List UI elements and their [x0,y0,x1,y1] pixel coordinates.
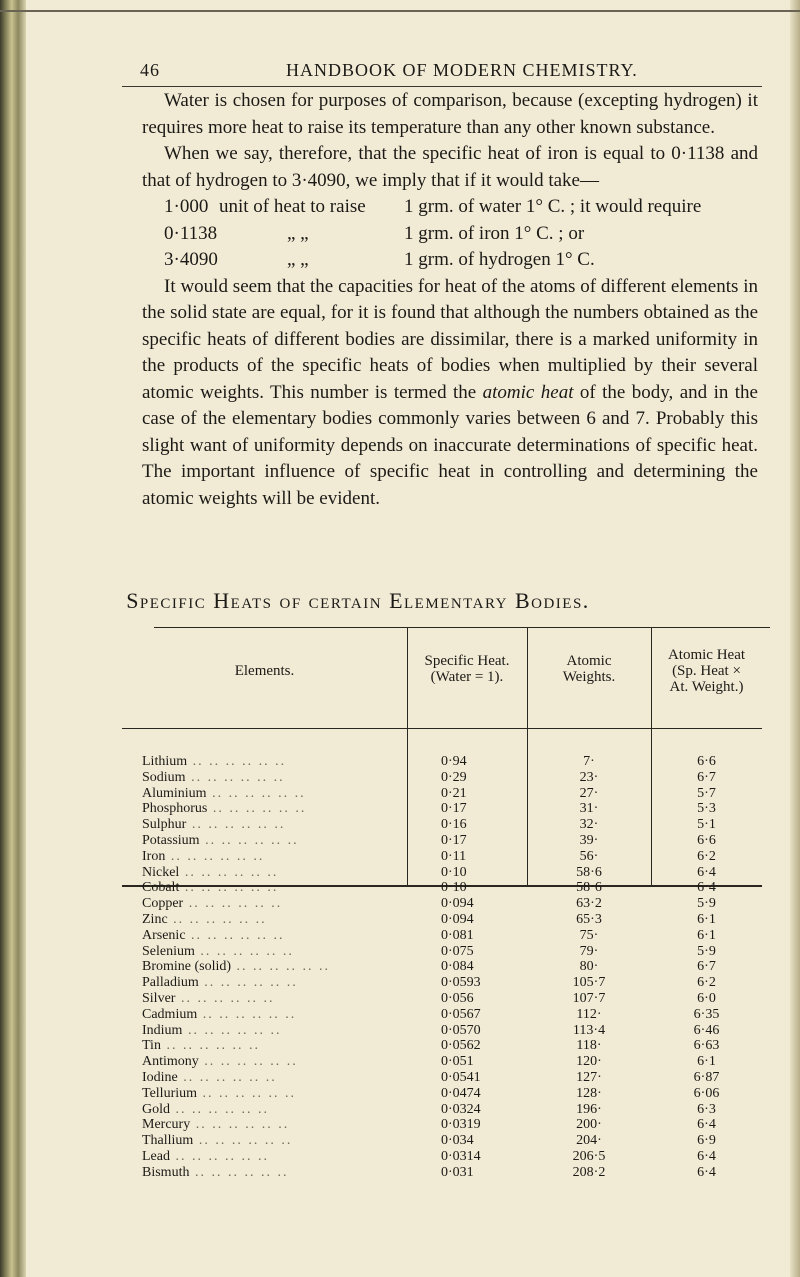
atomic-weight-cell: 128· [576,1085,602,1101]
atomic-heat-cell: 6·1 [697,927,716,943]
header-rule [122,728,407,729]
specific-heat-cell: 0·17 [441,801,467,817]
element-cell: Antimony .. .. .. .. .. .. [142,1054,298,1070]
atomic-weight-cell: 80· [579,959,599,975]
leader-dots: .. .. .. .. .. .. [177,1069,277,1085]
atomic-heat-cell: 6·7 [697,959,716,975]
atomic-heat-cell: 6·87 [693,1069,720,1085]
atomic-heat-cell: 6·1 [697,1054,716,1070]
leader-dots: .. .. .. .. .. .. [179,864,279,880]
leader-dots: .. .. .. .. .. .. [187,754,287,769]
column-header-atomic-weights: Atomic Weights. [562,653,616,685]
specific-heat-cell: 0·084 [441,959,474,975]
leader-dots: .. .. .. .. .. .. [185,927,285,943]
leader-dots: .. .. .. .. .. .. [183,896,283,912]
specific-heat-cell: 0·11 [441,848,467,864]
specific-heat-cell: 0·051 [441,1054,474,1070]
book-spine [0,0,26,1277]
atomic-heat-cell: 6·63 [693,1038,720,1054]
atomic-weight-cell: 196· [576,1101,602,1117]
specific-heat-cell: 0·094 [441,911,474,927]
element-cell: Cobalt .. .. .. .. .. .. [142,880,279,896]
comparison-row: 1·000 unit of heat to raise 1 grm. of water 1° C. ; it would require [164,196,702,217]
specific-heat-cell: 0·034 [441,1133,474,1149]
leader-dots: .. .. .. .. .. .. [197,1085,297,1101]
specific-heat-cell: 0·94 [441,754,467,769]
leader-dots: .. .. .. .. .. .. [160,1038,260,1054]
specific-heat-cell: 0·0541 [441,1069,481,1085]
specific-heat-cell: 0·031 [441,1164,474,1180]
atomic-weight-cell: 105·7 [572,975,606,991]
specific-heat-cell: 0·075 [441,943,474,959]
atomic-weight-column [527,754,651,1181]
leader-dots: .. .. .. .. .. .. [165,848,265,864]
specific-heat-cell: 0·0319 [441,1117,481,1133]
atomic-heat-cell: 6·46 [693,1022,720,1038]
atomic-heat-cell: 6·35 [693,1006,720,1022]
atomic-weight-cell: 113·4 [572,1022,606,1038]
atomic-weight-cell: 23· [579,769,599,785]
atomic-weight-cell: 206·5 [572,1148,606,1164]
running-header [122,60,762,87]
specific-heat-cell: 0·21 [441,785,467,801]
comparison-row: 0·1138 „ „ 1 grm. of iron 1° C. ; or [164,222,585,244]
atomic-heat-cell: 6·4 [697,880,716,896]
specific-heat-cell: 0·10 [441,880,467,896]
atomic-weight-cell: 7· [583,754,595,769]
atomic-heat-cell: 6·06 [693,1085,720,1101]
atomic-weight-cell: 31· [579,801,599,817]
atomic-heat-cell: 6·6 [697,832,716,848]
element-cell: Lead .. .. .. .. .. .. [142,1148,269,1164]
atomic-heat-cell: 5·7 [697,785,716,801]
atomic-heat-cell: 6·2 [697,975,716,991]
header-rule [407,728,762,729]
specific-heats-table [122,627,762,1180]
column-header-elements: Elements. [234,663,295,679]
leader-dots: .. .. .. .. .. .. [190,1117,290,1133]
element-cell: Copper .. .. .. .. .. .. [142,896,283,912]
element-cell: Sodium .. .. .. .. .. .. [142,769,285,785]
atomic-heat-cell: 5·9 [697,896,716,912]
comparison-row: 3·4090 „ „ 1 grm. of hydrogen 1° C. [164,249,595,270]
element-cell: Indium .. .. .. .. .. .. [142,1022,282,1038]
running-title: HANDBOOK OF MODERN CHEMISTRY. [286,60,638,80]
atomic-heat-cell: 6·7 [697,769,716,785]
specific-heat-cell: 0·0314 [441,1148,481,1164]
atomic-heat-cell: 6·1 [697,911,716,927]
leader-dots: .. .. .. .. .. .. [185,769,285,785]
atomic-weight-cell: 56· [579,848,599,864]
atomic-weight-cell: 58·6 [576,880,602,896]
element-cell: Zinc .. .. .. .. .. .. [142,911,267,927]
element-cell: Thallium .. .. .. .. .. .. [142,1133,293,1149]
atomic-heat-cell: 6·4 [697,864,716,880]
element-cell: Tellurium .. .. .. .. .. .. [142,1085,297,1101]
specific-heat-cell: 0·0593 [441,975,481,991]
atomic-weight-cell: 107·7 [572,990,606,1006]
element-cell: Aluminium .. .. .. .. .. .. [142,785,306,801]
leader-dots: .. .. .. .. .. .. [189,1164,289,1180]
atomic-weight-cell: 118· [576,1038,602,1054]
specific-heat-cell: 0·081 [441,927,474,943]
atomic-weight-cell: 208·2 [572,1164,606,1180]
leader-dots: .. .. .. .. .. .. [207,801,307,817]
leader-dots: .. .. .. .. .. .. [231,959,331,975]
table-top-rule [154,627,770,628]
atomic-heat-cell: 6·2 [697,848,716,864]
atomic-heat-cell: 6·3 [697,1101,716,1117]
atomic-heat-column [651,754,762,1181]
atomic-weight-cell: 63·2 [576,896,602,912]
element-cell: Gold .. .. .. .. .. .. [142,1101,269,1117]
atomic-heat-cell: 6·4 [697,1148,716,1164]
atomic-heat-cell: 5·9 [697,943,716,959]
leader-dots: .. .. .. .. .. .. [199,832,299,848]
specific-heat-cell: 0·0562 [441,1038,481,1054]
leader-dots: .. .. .. .. .. .. [197,1006,297,1022]
atomic-heat-cell: 6·4 [697,1164,716,1180]
specific-heat-cell: 0·094 [441,896,474,912]
atomic-weight-cell: 75· [579,927,599,943]
term-atomic-heat: atomic heat [482,381,574,403]
element-cell: Nickel .. .. .. .. .. .. [142,864,279,880]
paragraph-iron-hydrogen: When we say, therefore, that the specific heat of iron is equal to 0·1138 and that of hydrogen to 3·4090, we imply that if it would take— [142,143,758,191]
leader-dots: .. .. .. .. .. .. [186,817,286,833]
page-number: 46 [140,60,160,80]
heat-comparison-list [142,194,758,274]
atomic-weight-cell: 39· [579,832,599,848]
atomic-weight-cell: 127· [576,1069,602,1085]
atomic-weight-cell: 58·6 [576,864,602,880]
specific-heat-cell: 0·29 [441,769,467,785]
atomic-heat-cell: 6·0 [697,990,716,1006]
leader-dots: .. .. .. .. .. .. [179,880,279,896]
leader-dots: .. .. .. .. .. .. [198,975,298,991]
element-cell: Bismuth .. .. .. .. .. .. [142,1164,289,1180]
leader-dots: .. .. .. .. .. .. [175,990,275,1006]
atomic-heat-cell: 5·3 [697,801,716,817]
column-header-atomic-heat: Atomic Heat (Sp. Heat × At. Weight.) [667,647,746,695]
atomic-weight-cell: 204· [576,1133,602,1149]
body-text [142,88,758,512]
element-cell: Phosphorus .. .. .. .. .. .. [142,801,307,817]
atomic-heat-cell: 6·9 [697,1133,716,1149]
specific-heat-cell: 0·16 [441,817,467,833]
element-cell: Potassium .. .. .. .. .. .. [142,832,299,848]
atomic-weight-cell: 112· [576,1006,602,1022]
element-cell: Mercury .. .. .. .. .. .. [142,1117,290,1133]
leader-dots: .. .. .. .. .. .. [193,1133,293,1149]
leader-dots: .. .. .. .. .. .. [198,1054,298,1070]
element-cell: Bromine (solid) .. .. .. .. .. .. [142,959,331,975]
specific-heat-cell: 0·17 [441,832,467,848]
leader-dots: .. .. .. .. .. .. [169,1148,269,1164]
leader-dots: .. .. .. .. .. .. [194,943,294,959]
atomic-weight-cell: 200· [576,1117,602,1133]
atomic-weight-cell: 32· [579,817,599,833]
page-edge [790,0,800,1277]
top-border [0,10,800,12]
element-cell: Arsenic .. .. .. .. .. .. [142,927,285,943]
leader-dots: .. .. .. .. .. .. [167,911,267,927]
leader-dots: .. .. .. .. .. .. [182,1022,282,1038]
element-cell: Iodine .. .. .. .. .. .. [142,1069,277,1085]
specific-heat-cell: 0·0570 [441,1022,481,1038]
element-cell: Palladium .. .. .. .. .. .. [142,975,298,991]
atomic-weight-cell: 79· [579,943,599,959]
specific-heat-cell: 0·10 [441,864,467,880]
table-caption: Specific Heats of certain Elementary Bodies. [126,588,590,613]
atomic-weight-cell: 120· [576,1054,602,1070]
leader-dots: .. .. .. .. .. .. [206,785,306,801]
paragraph-water: Water is chosen for purposes of comparison, because (excepting hydrogen) it requires more heat to raise its temperature than any other known substance. [142,90,758,138]
specific-heat-cell: 0·0567 [441,1006,481,1022]
atomic-weight-cell: 27· [579,785,599,801]
element-cell: Cadmium .. .. .. .. .. .. [142,1006,297,1022]
column-header-specific-heat: Specific Heat. (Water = 1). [424,653,510,685]
element-cell: Tin .. .. .. .. .. .. [142,1038,260,1054]
specific-heat-cell: 0·056 [441,990,474,1006]
element-cell: Iron .. .. .. .. .. .. [142,848,265,864]
specific-heat-cell: 0·0324 [441,1101,481,1117]
element-cell: Lithium .. .. .. .. .. .. [142,754,287,769]
atomic-heat-cell: 6·6 [697,754,716,769]
elements-column [142,754,392,1181]
atomic-heat-cell: 5·1 [697,817,716,833]
paragraph-atomic-heat: It would seem that the capacities for heat of the atoms of different elements in the solid state are equal, for it is found that although the numbers obtained as the specific heats of different bodies are dissimilar, there is a marked uniformity in the products of the specific heats of bodies when multiplied by their several atomic weights. This number is termed the atomic heat of the body, and in the case of the elementary bodies commonly varies between 6 and 7. Probably this slight want of uniformity depends on inaccurate determinations of specific heat. The important influence of specific heat in controlling and determining the atomic weights will be evident. [142,275,758,509]
element-cell: Sulphur .. .. .. .. .. .. [142,817,286,833]
atomic-heat-cell: 6·4 [697,1117,716,1133]
atomic-weight-cell: 65·3 [576,911,602,927]
specific-heat-cell: 0·0474 [441,1085,481,1101]
element-cell: Selenium .. .. .. .. .. .. [142,943,294,959]
element-cell: Silver .. .. .. .. .. .. [142,990,275,1006]
leader-dots: .. .. .. .. .. .. [170,1101,269,1117]
